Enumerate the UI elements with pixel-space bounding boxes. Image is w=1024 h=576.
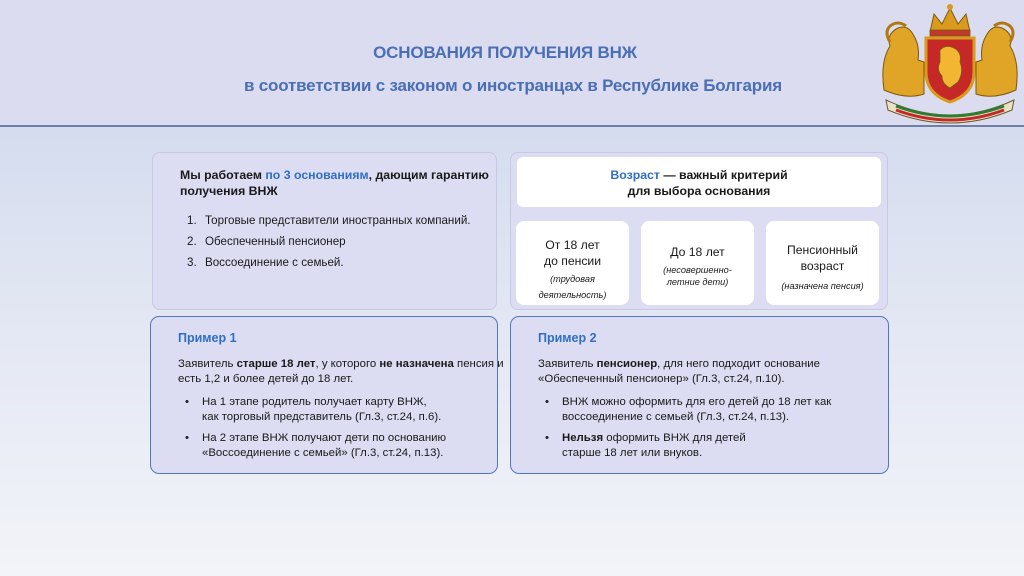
age-box-working	[516, 221, 629, 305]
bases-lead-text: Мы работаем	[180, 168, 266, 182]
example-2-text	[538, 357, 868, 387]
list-item	[545, 431, 875, 461]
list-item-text-2: старше 18 лет или внуков.	[562, 447, 703, 459]
text-segment: , у которого	[315, 358, 380, 370]
age-box-pension	[766, 221, 879, 305]
bold-segment: пенсионер	[596, 358, 658, 370]
text-segment: Заявитель	[178, 358, 237, 370]
example-1-list	[185, 395, 515, 467]
list-item-text-2: «Воссоединение с семьей» (Гл.3, ст.24, п.13).	[202, 447, 444, 459]
list-number: 1.	[187, 214, 197, 227]
list-item-text: Торговые представители иностранных компаний.	[205, 214, 471, 227]
age-note: (несовершенно-	[663, 265, 732, 275]
header	[0, 0, 1024, 127]
bold-segment: Нельзя	[562, 432, 604, 444]
age-box-minor	[641, 221, 754, 305]
age-note: (назначена пенсия)	[781, 281, 864, 291]
list-item	[545, 395, 875, 425]
bullet-icon: •	[545, 396, 549, 408]
age-main: Пенсионный	[787, 243, 858, 257]
text-segment: , для него подходит основание «Обеспеченный пенсионер» (Гл.3, ст.24, п.10).	[538, 358, 820, 385]
list-item	[187, 255, 487, 270]
list-item-text-2: воссоединение с семьей (Гл.3, ст.24, п.13).	[562, 411, 790, 423]
bold-segment: не назначена	[379, 358, 454, 370]
list-item-text: оформить ВНЖ для детей	[603, 432, 746, 444]
example-1-heading: Пример 1	[178, 331, 237, 345]
list-item	[185, 431, 515, 461]
example-1-card	[150, 316, 504, 474]
example-1-text	[178, 357, 508, 387]
bases-lead-text-2: , дающим гарантию получения ВНЖ	[180, 168, 489, 198]
list-number: 2.	[187, 235, 197, 248]
list-item-text: На 1 этапе родитель получает карту ВНЖ,	[202, 396, 427, 408]
age-note-2: деятельность)	[538, 290, 607, 300]
age-note-2: летние дети)	[666, 277, 729, 287]
list-item	[187, 234, 487, 249]
list-number: 3.	[187, 256, 197, 269]
list-item-text: На 2 этапе ВНЖ получают дети по основанию	[202, 432, 447, 444]
coat-of-arms-icon	[876, 2, 1024, 126]
bases-lead	[180, 167, 490, 199]
example-2-list	[545, 395, 875, 467]
bases-list	[187, 213, 487, 276]
criteria-text: — важный критерий	[659, 168, 788, 182]
age-main-2: до пенсии	[543, 254, 602, 268]
bold-segment: старше 18 лет	[236, 358, 316, 370]
list-item-text: ВНЖ можно оформить для его детей до 18 лет как	[562, 396, 832, 408]
age-note: (трудовая	[550, 274, 595, 284]
bullet-icon: •	[185, 396, 189, 408]
example-2-heading: Пример 2	[538, 331, 597, 345]
bullet-icon: •	[185, 432, 189, 444]
list-item-text: Обеспеченный пенсионер	[205, 235, 346, 248]
bases-lead-highlight: по 3 основаниям	[265, 168, 369, 182]
age-main: До 18 лет	[670, 245, 725, 259]
bullet-icon: •	[545, 432, 549, 444]
page-title: ОСНОВАНИЯ ПОЛУЧЕНИЯ ВНЖ	[373, 43, 637, 62]
list-item-text: Воссоединение с семьей.	[205, 256, 344, 269]
page-subtitle: в соответствии с законом о иностранцах в Республике Болгария	[244, 76, 782, 95]
list-item	[185, 395, 515, 425]
text-segment: пенсия и есть 1,2 и более детей до 18 лет.	[178, 358, 504, 385]
example-2-card	[510, 316, 889, 474]
list-item	[187, 213, 487, 228]
criteria-card	[510, 152, 888, 310]
criteria-highlight: Возраст	[610, 168, 660, 182]
bases-card	[152, 152, 497, 310]
text-segment: Заявитель	[538, 358, 597, 370]
criteria-text-2: для выбора основания	[627, 184, 771, 198]
criteria-heading	[517, 157, 881, 207]
age-main-2: возраст	[800, 259, 845, 273]
age-main: От 18 лет	[545, 238, 600, 252]
list-item-text-2: как торговый представитель (Гл.3, ст.24, п.6).	[202, 411, 442, 423]
